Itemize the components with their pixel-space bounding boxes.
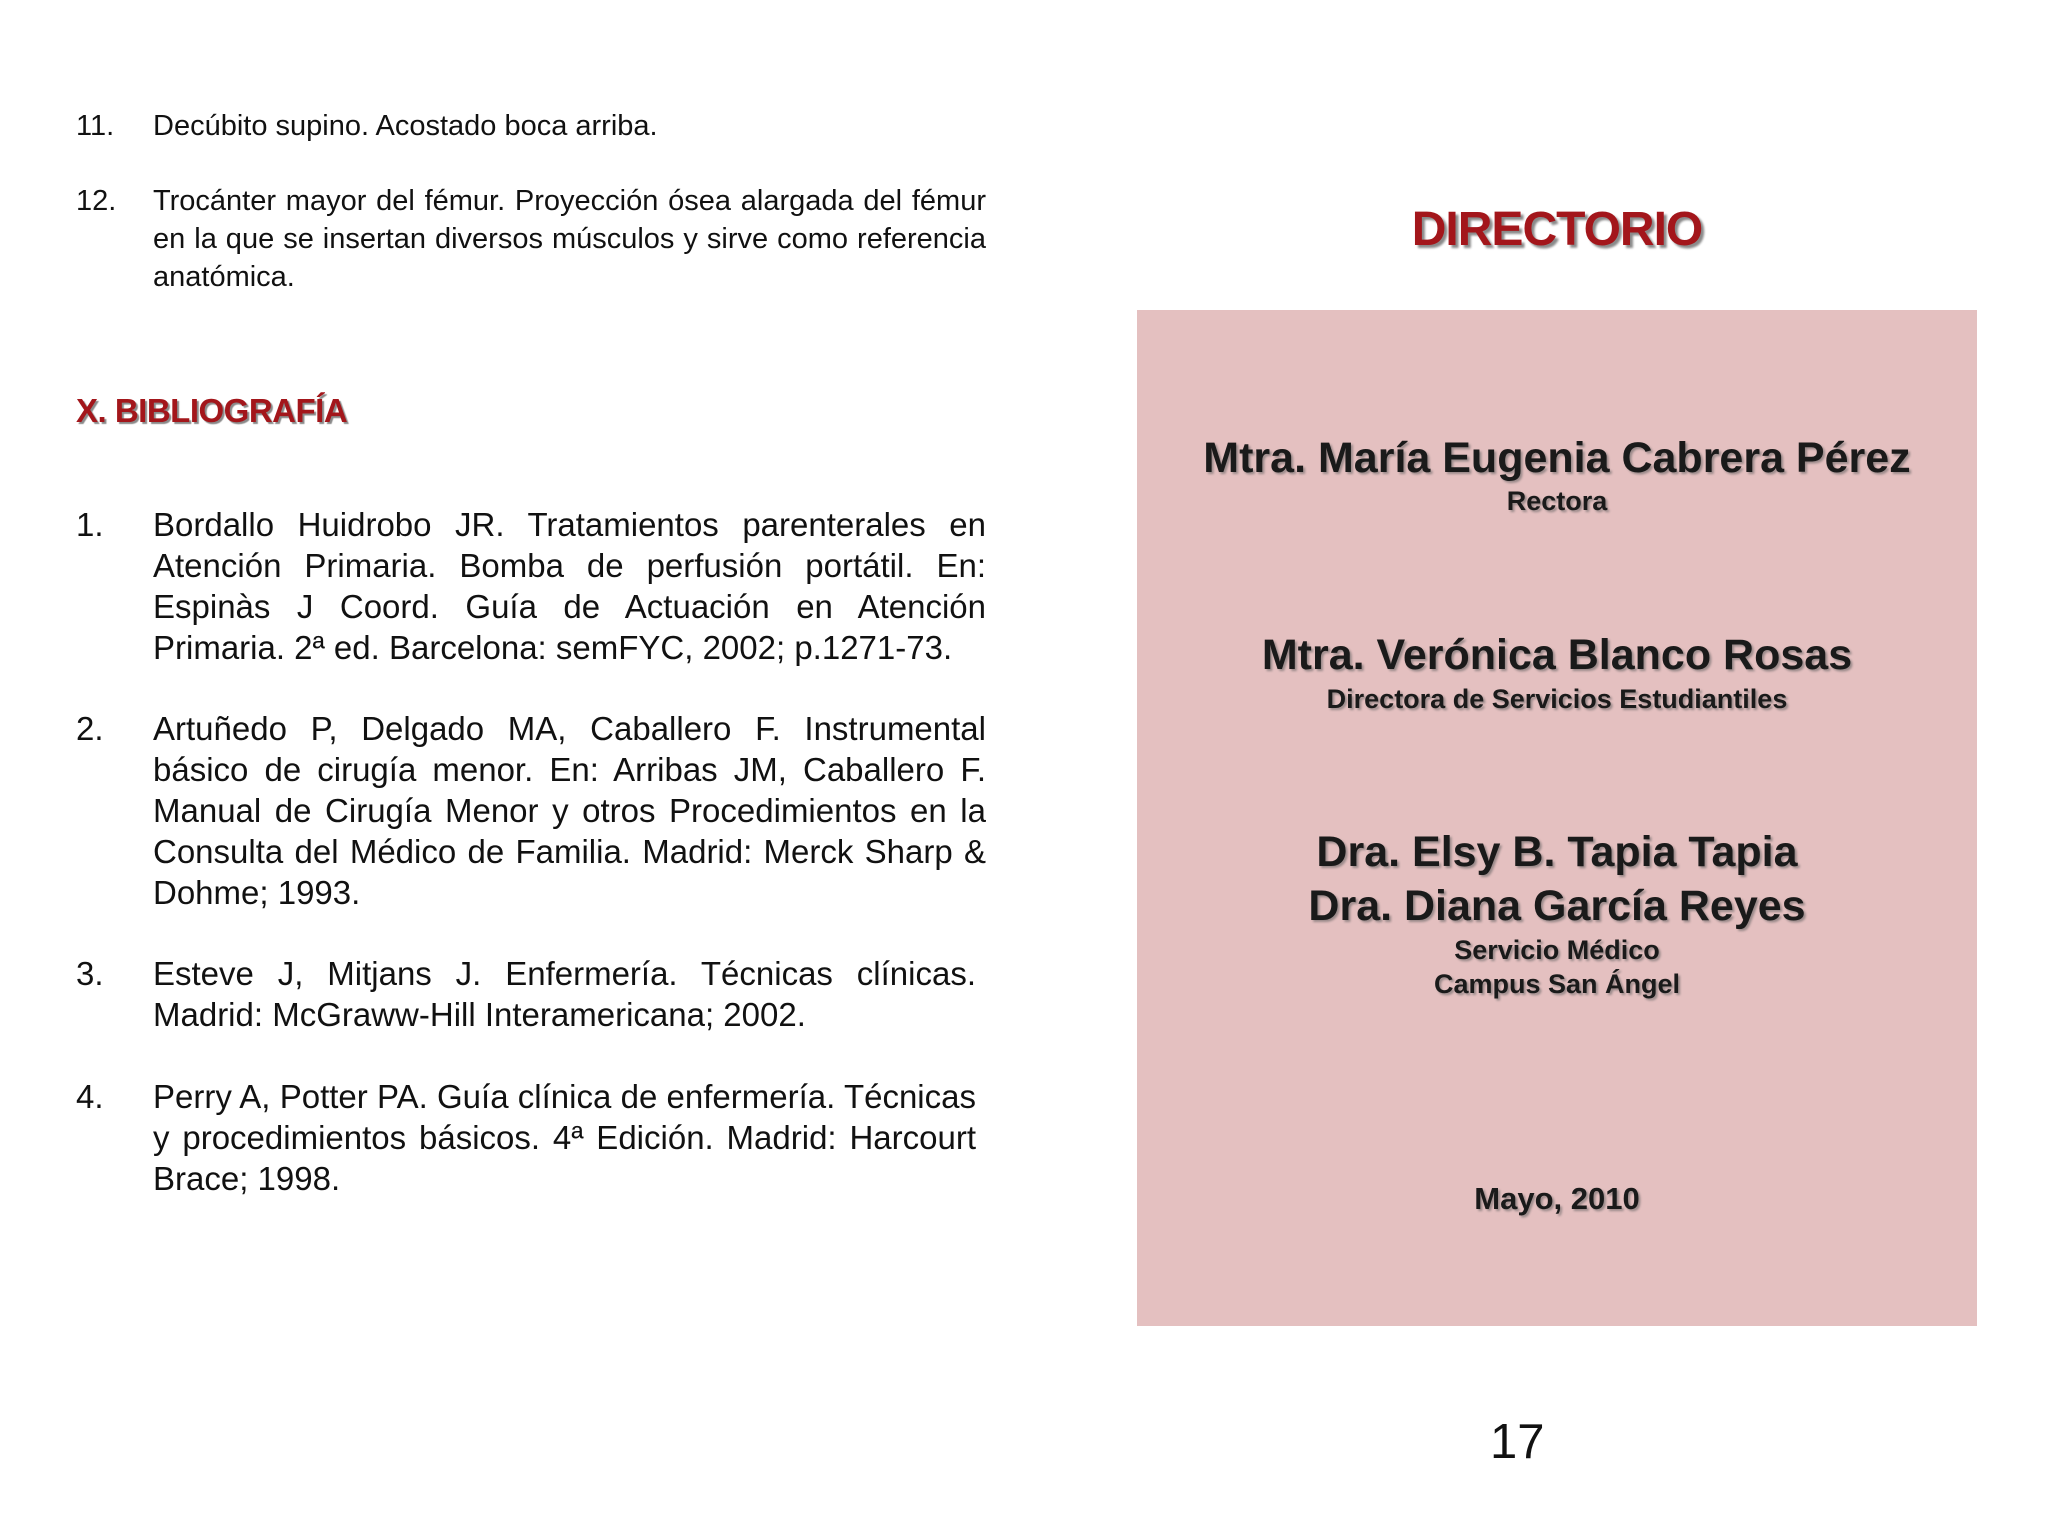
medical-service-label: Servicio Médico: [1454, 935, 1660, 965]
directory-panel: [1137, 310, 1977, 1326]
glossary-item-number: 12.: [76, 185, 117, 217]
bibliography-item: [76, 504, 988, 668]
bibliography-item-number: 1.: [76, 506, 104, 543]
bibliography-item-number: 2.: [76, 710, 104, 747]
campus-label: Campus San Ángel: [1433, 969, 1681, 999]
directory-title: DIRECTORIO: [1411, 203, 1703, 256]
page-number: 17: [1490, 1415, 1545, 1469]
bibliography-item: [76, 708, 988, 913]
bibliography-item: [76, 953, 978, 1035]
glossary-item: [76, 107, 988, 145]
director-name: Mtra. Verónica Blanco Rosas: [1261, 631, 1853, 679]
left-column: [0, 0, 1000, 1536]
doctor-name-2: Dra. Diana García Reyes: [1308, 882, 1806, 930]
glossary-item-text: Trocánter mayor del fémur. Proyección ósea alargada del fémur en la que se insertan diversos músculos y sirve como referencia anatómica.: [153, 185, 986, 293]
publication-date: Mayo, 2010: [1474, 1181, 1640, 1216]
doctor-name-1: Dra. Elsy B. Tapia Tapia: [1316, 828, 1798, 876]
bibliography-item-text: Bordallo Huidrobo JR. Tratamientos parenterales en Atención Primaria. Bomba de perfusión portátil. En: Espinàs J Coord. Guía de Actuación en Atención Primaria. 2ª ed. Barcelona: semFYC, 2002; p.1271-73.: [153, 506, 986, 666]
glossary-item: [76, 182, 988, 296]
bibliography-item-text: Esteve J, Mitjans J. Enfermería. Técnicas clínicas. Madrid: McGraww-Hill Interamericana; 2002.: [153, 955, 976, 1033]
bibliography-item: [76, 1076, 978, 1199]
rector-role: Rectora: [1506, 486, 1608, 516]
rector-name: Mtra. María Eugenia Cabrera Pérez: [1203, 434, 1911, 482]
bibliography-heading: X. BIBLIOGRAFÍA: [76, 392, 348, 429]
bibliography-item-number: 3.: [76, 955, 104, 992]
bibliography-item-number: 4.: [76, 1078, 104, 1115]
bibliography-item-text: Perry A, Potter PA. Guía clínica de enfermería. Técnicas y procedimientos básicos. 4ª Edición. Madrid: Harcourt Brace; 1998.: [153, 1078, 976, 1197]
glossary-item-text: Decúbito supino. Acostado boca arriba.: [153, 110, 658, 142]
glossary-item-number: 11.: [76, 110, 115, 142]
director-role: Directora de Servicios Estudiantiles: [1326, 684, 1788, 714]
bibliography-item-text: Artuñedo P, Delgado MA, Caballero F. Instrumental básico de cirugía menor. En: Arribas JM, Caballero F. Manual de Cirugía Menor y otros Procedimientos en la Consulta del Médico de Familia. Madrid: Merck Sharp & Dohme; 1993.: [153, 710, 986, 911]
